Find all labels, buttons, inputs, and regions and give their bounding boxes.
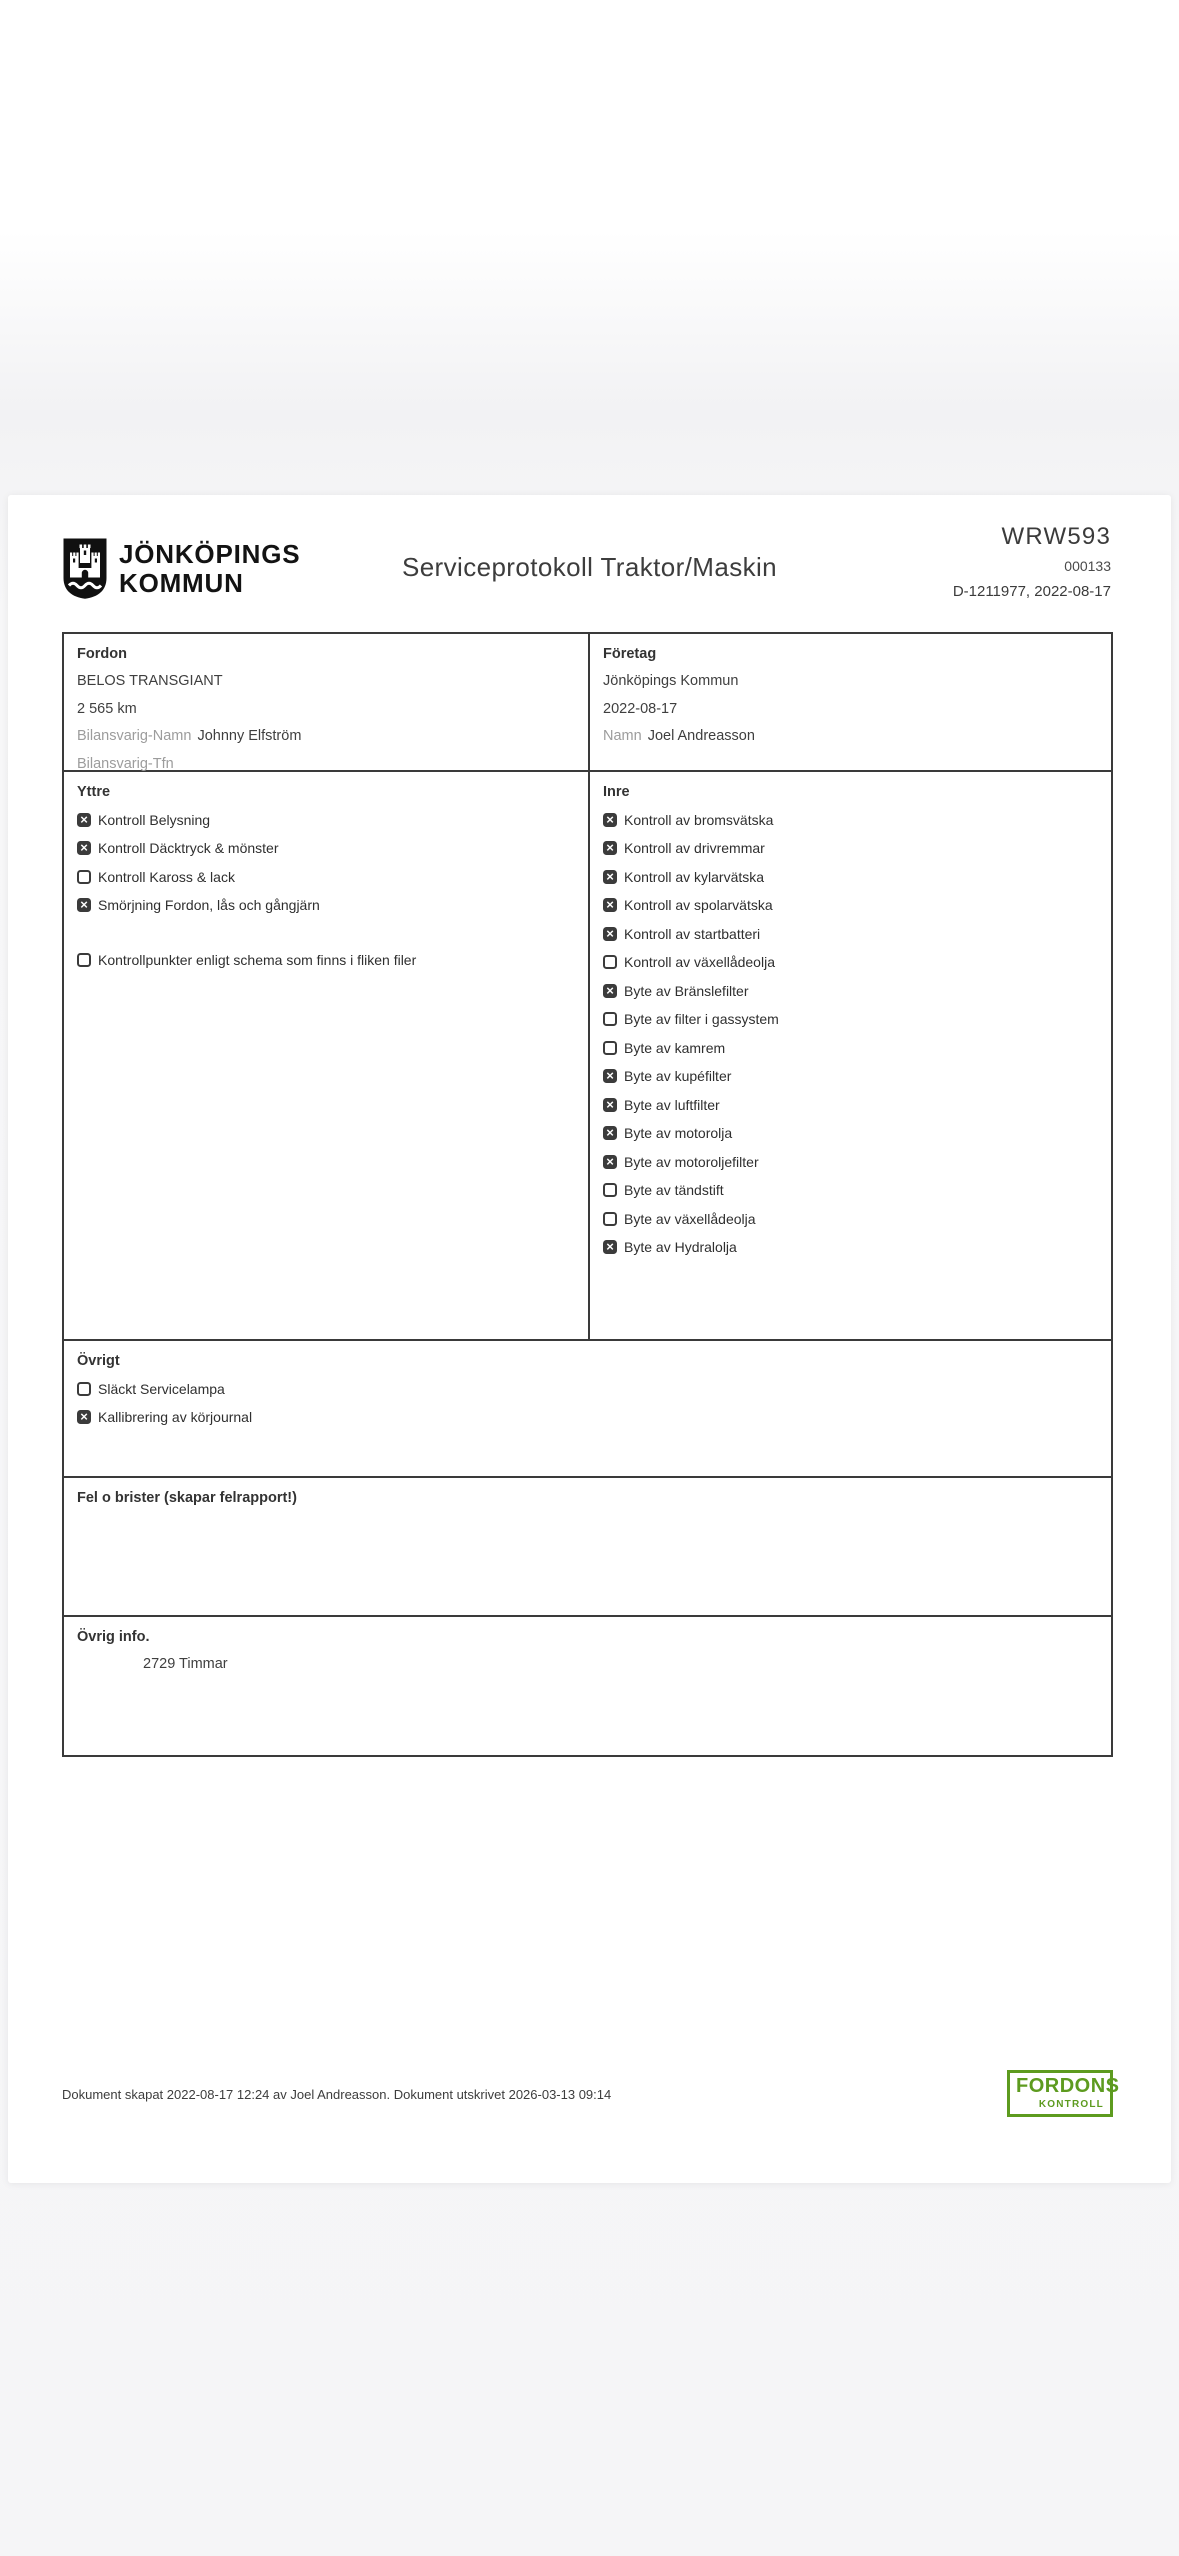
checklist-item <box>603 920 1098 949</box>
checklist-item <box>603 806 1098 835</box>
row-checklists <box>64 772 1111 1341</box>
checkbox-label: Kallibrering av körjournal <box>98 1409 253 1426</box>
checklist-item <box>77 806 575 835</box>
checkbox-unchecked-icon[interactable] <box>77 870 91 884</box>
checklist-item <box>603 891 1098 920</box>
checkbox-checked-icon[interactable]: × <box>603 927 617 941</box>
checkbox-checked-icon[interactable]: × <box>603 1155 617 1169</box>
checkbox-checked-icon[interactable]: × <box>77 813 91 827</box>
checkbox-checked-icon[interactable]: × <box>77 841 91 855</box>
other-checklist <box>77 1375 1098 1432</box>
defects-cell <box>64 1478 1111 1615</box>
checklist-item <box>603 1148 1098 1177</box>
checkbox-label: Kontroll Kaross & lack <box>98 868 235 885</box>
checkbox-checked-icon[interactable]: × <box>603 841 617 855</box>
other-info-cell <box>64 1617 1111 1755</box>
checkbox-label: Kontroll av kylarvätska <box>624 868 765 885</box>
other-cell <box>64 1341 1111 1476</box>
checkbox-checked-icon[interactable]: × <box>603 984 617 998</box>
checkbox-checked-icon[interactable]: × <box>603 1126 617 1140</box>
defects-section-label: Fel o brister (skapar felrapport!) <box>77 1489 297 1506</box>
checklist-item <box>603 863 1098 892</box>
checkbox-label: Byte av växellådeolja <box>624 1210 756 1227</box>
checkbox-checked-icon[interactable]: × <box>603 898 617 912</box>
checkbox-label: Byte av filter i gassystem <box>624 1011 779 1028</box>
checkbox-label: Byte av Bränslefilter <box>624 982 749 999</box>
row-vehicle-company <box>64 634 1111 772</box>
checkbox-label: Byte av tändstift <box>624 1182 724 1199</box>
checkbox-label: Smörjning Fordon, lås och gångjärn <box>98 897 320 914</box>
checkbox-checked-icon[interactable]: × <box>603 870 617 884</box>
checkbox-label: Kontroll av bromsvätska <box>624 811 774 828</box>
document-number: 000133 <box>1064 558 1111 574</box>
checkbox-label: Byte av motorolja <box>624 1125 733 1142</box>
checkbox-label: Byte av kupéfilter <box>624 1068 732 1085</box>
other-info-value: 2729 Timmar <box>143 1656 228 1673</box>
checkbox-checked-icon[interactable]: × <box>603 1069 617 1083</box>
checkbox-checked-icon[interactable]: × <box>77 898 91 912</box>
checklist-item <box>603 1119 1098 1148</box>
checkbox-label: Byte av motoroljefilter <box>624 1153 759 1170</box>
row-other-info <box>64 1617 1111 1755</box>
exterior-checklist <box>77 806 575 975</box>
checklist-item <box>603 1176 1098 1205</box>
checkbox-label: Kontroll av växellådeolja <box>624 954 775 971</box>
checkbox-label: Kontroll Belysning <box>98 811 211 828</box>
document-audit-text: Dokument skapat 2022-08-17 12:24 av Joel Andreasson. Dokument utskrivet 2026-03-13 09:14 <box>62 2087 612 2102</box>
checklist-item <box>77 891 575 920</box>
checkbox-label: Byte av Hydralolja <box>624 1239 737 1256</box>
exterior-section-label: Yttre <box>77 783 111 800</box>
fordons-kontroll-logo-line1: FORDONS <box>1016 2075 1120 2097</box>
company-name: Jönköpings Kommun <box>603 673 739 690</box>
row-other <box>64 1341 1111 1478</box>
document-meta <box>953 523 1111 600</box>
checklist-item <box>77 946 575 975</box>
vehicle-mileage: 2 565 km <box>77 700 137 717</box>
checkbox-label: Släckt Servicelampa <box>98 1380 225 1397</box>
person-value: Joel Andreasson <box>647 728 755 745</box>
checkbox-label: Byte av luftfilter <box>624 1096 720 1113</box>
interior-checklist <box>603 806 1098 1262</box>
checkbox-label: Kontroll av drivremmar <box>624 840 765 857</box>
checkbox-unchecked-icon[interactable] <box>77 953 91 967</box>
interior-cell <box>590 772 1111 1339</box>
checklist-item <box>603 1233 1098 1262</box>
checkbox-unchecked-icon[interactable] <box>603 955 617 969</box>
vehicle-section-label: Fordon <box>77 645 127 662</box>
checkbox-label: Kontroll Däcktryck & mönster <box>98 840 279 857</box>
document-reference: D-1211977, 2022-08-17 <box>952 583 1111 600</box>
checkbox-unchecked-icon[interactable] <box>77 1382 91 1396</box>
checkbox-unchecked-icon[interactable] <box>603 1212 617 1226</box>
responsible-name-value: Johnny Elfström <box>197 728 302 745</box>
vehicle-model: BELOS TRANSGIANT <box>77 673 223 690</box>
company-cell <box>590 634 1111 770</box>
document-card <box>8 495 1171 2183</box>
vehicle-responsible-name-row <box>77 723 575 751</box>
checkbox-checked-icon[interactable]: × <box>603 1098 617 1112</box>
municipality-name-line2: KOMMUN <box>119 567 244 598</box>
checkbox-checked-icon[interactable]: × <box>603 1240 617 1254</box>
interior-section-label: Inre <box>603 783 630 800</box>
exterior-cell <box>64 772 590 1339</box>
responsible-name-label: Bilansvarig-Namn <box>77 728 192 745</box>
checkbox-checked-icon[interactable]: × <box>603 813 617 827</box>
checklist-item <box>603 1091 1098 1120</box>
company-person-row <box>603 723 1098 751</box>
company-section-label: Företag <box>603 645 657 662</box>
checkbox-unchecked-icon[interactable] <box>603 1041 617 1055</box>
registration-number: WRW593 <box>1001 523 1111 550</box>
responsible-phone-label: Bilansvarig-Tfn <box>77 755 174 772</box>
checklist-item <box>77 863 575 892</box>
page-title: Serviceprotokoll Traktor/Maskin <box>401 552 778 582</box>
service-date: 2022-08-17 <box>603 700 678 717</box>
fordons-kontroll-logo-line2: KONTROLL <box>1038 2099 1104 2110</box>
checkbox-label: Byte av kamrem <box>624 1039 726 1056</box>
other-section-label: Övrigt <box>77 1352 120 1369</box>
checklist-item <box>603 1205 1098 1234</box>
checkbox-label: Kontrollpunkter enligt schema som finns i fliken filer <box>98 951 417 968</box>
checklist-item <box>603 834 1098 863</box>
vehicle-cell <box>64 634 590 770</box>
checklist-item <box>603 1034 1098 1063</box>
municipality-name-line1: JÖNKÖPINGS <box>119 538 301 569</box>
checklist-item <box>77 834 575 863</box>
fordons-kontroll-logo <box>1007 2070 1120 2117</box>
checkbox-checked-icon[interactable]: × <box>77 1410 91 1424</box>
checklist-item <box>77 1375 1098 1404</box>
checklist-item <box>77 1403 1098 1432</box>
checkbox-unchecked-icon[interactable] <box>603 1012 617 1026</box>
checkbox-label: Kontroll av spolarvätska <box>624 897 773 914</box>
checklist-item <box>603 977 1098 1006</box>
checklist-item <box>603 1005 1098 1034</box>
protocol-table <box>62 632 1113 1757</box>
other-info-section-label: Övrig info. <box>77 1628 150 1645</box>
checkbox-unchecked-icon[interactable] <box>603 1183 617 1197</box>
checklist-item <box>603 1062 1098 1091</box>
row-defects <box>64 1478 1111 1617</box>
checkbox-label: Kontroll av startbatteri <box>624 925 761 942</box>
person-label: Namn <box>603 728 642 745</box>
checklist-item <box>603 948 1098 977</box>
